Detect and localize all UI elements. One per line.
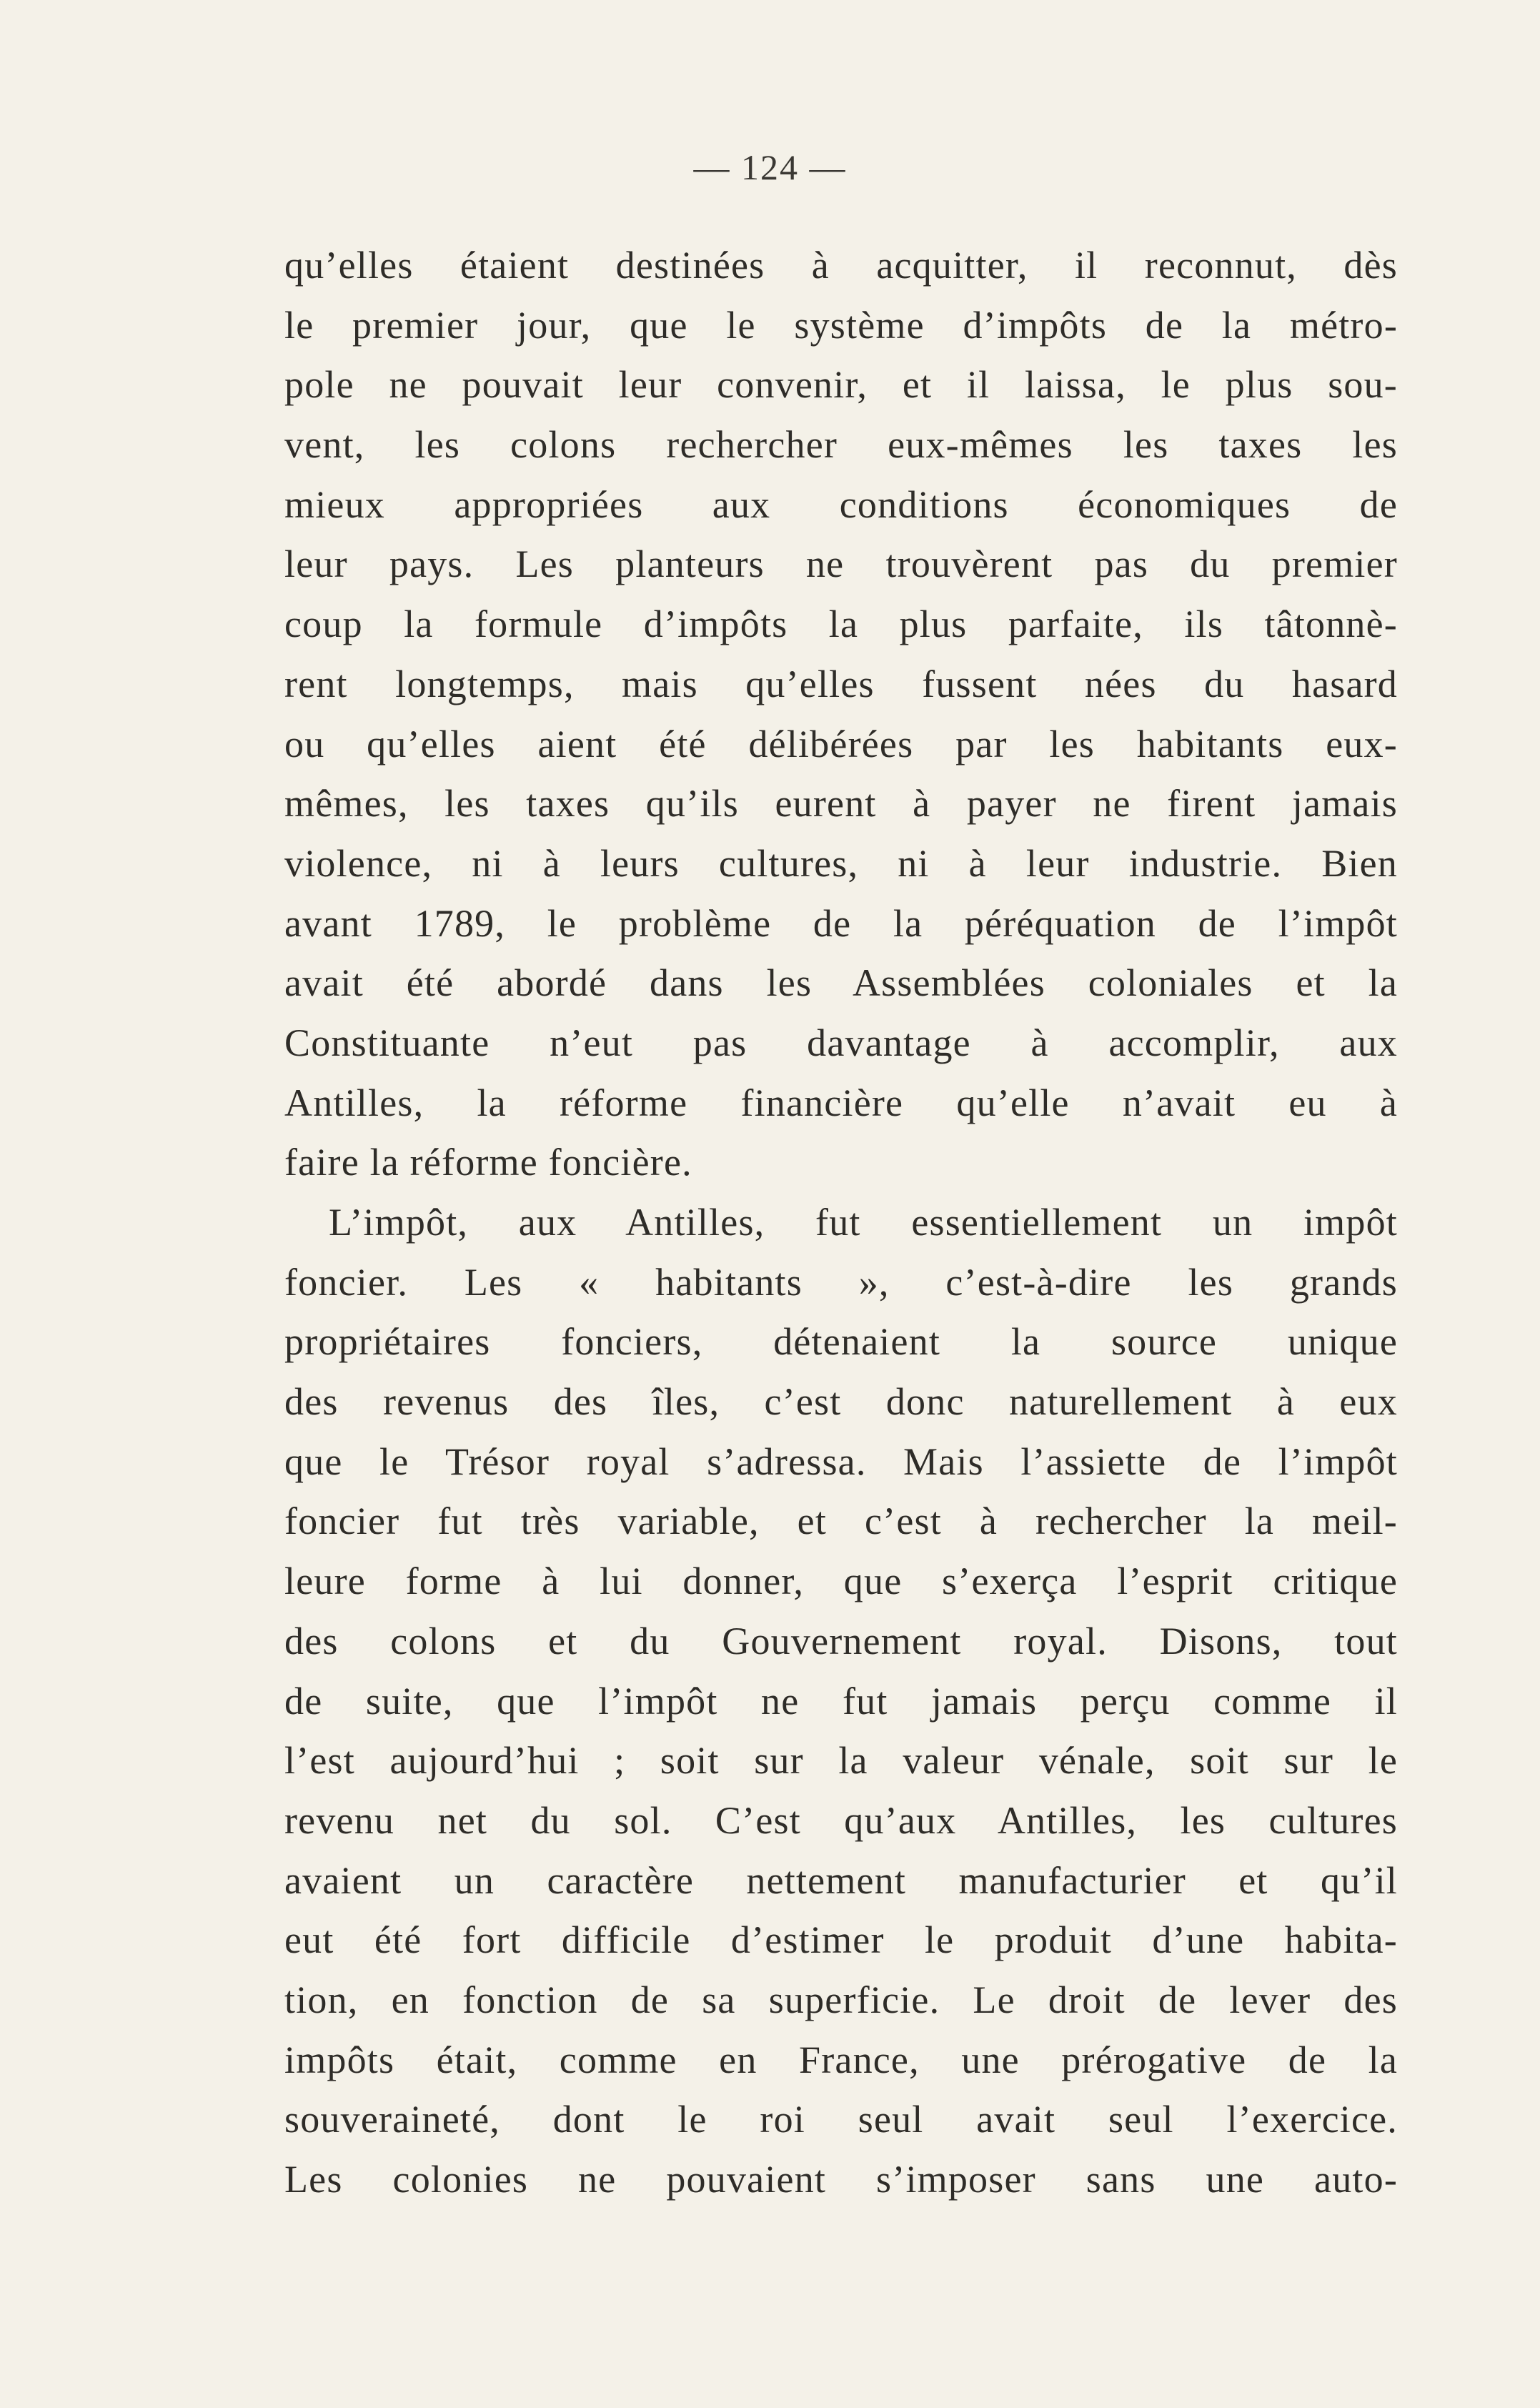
text-line: Constituante n’eut pas davantage à accomplir, aux xyxy=(284,1021,1398,1064)
text-line: vent, les colons rechercher eux-mêmes les taxes les xyxy=(284,423,1398,467)
text-line: qu’elles étaient destinées à acquitter, il reconnut, dès xyxy=(284,244,1398,287)
text-line: avant 1789, le problème de la péréquation de l’impôt xyxy=(284,901,1398,945)
text-line: propriétaires fonciers, détenaient la source unique xyxy=(284,1320,1398,1364)
text-line: souveraineté, dont le roi seul avait seul l’exercice. xyxy=(284,2098,1398,2141)
text-line: avait été abordé dans les Assemblées coloniales et la xyxy=(284,961,1398,1005)
text-line: coup la formule d’impôts la plus parfaite, ils tâtonnè- xyxy=(284,603,1398,646)
text-line: leur pays. Les planteurs ne trouvèrent pas du premier xyxy=(284,542,1398,586)
text-line: rent longtemps, mais qu’elles fussent nées du hasard xyxy=(284,662,1398,705)
text-line: eut été fort difficile d’estimer le produit d’une habita- xyxy=(284,1918,1398,1962)
text-line: avaient un caractère nettement manufacturier et qu’il xyxy=(284,1858,1398,1902)
body-text xyxy=(284,236,1398,2210)
page-number: — 124 — xyxy=(693,147,847,187)
text-line: impôts était, comme en France, une prérogative de la xyxy=(284,2038,1398,2081)
text-line: foncier. Les « habitants », c’est-à-dire les grands xyxy=(284,1260,1398,1304)
text-line: tion, en fonction de sa superficie. Le droit de lever des xyxy=(284,1978,1398,2021)
text-line: l’est aujourd’hui ; soit sur la valeur vénale, soit sur le xyxy=(284,1739,1398,1783)
text-line: de suite, que l’impôt ne fut jamais perçu comme il xyxy=(284,1679,1398,1723)
text-line: Les colonies ne pouvaient s’imposer sans une auto- xyxy=(284,2158,1398,2201)
text-line: Antilles, la réforme financière qu’elle n’avait eu à xyxy=(284,1081,1398,1124)
text-line: des revenus des îles, c’est donc naturellement à eux xyxy=(284,1380,1398,1424)
text-line: leure forme à lui donner, que s’exerça l’esprit critique xyxy=(284,1560,1398,1603)
text-line: foncier fut très variable, et c’est à rechercher la meil- xyxy=(284,1500,1398,1543)
text-line: ou qu’elles aient été délibérées par les habitants eux- xyxy=(284,722,1398,765)
text-line: revenu net du sol. C’est qu’aux Antilles, les cultures xyxy=(284,1798,1398,1842)
text-line: pole ne pouvait leur convenir, et il laissa, le plus sou- xyxy=(284,363,1398,407)
text-line: mêmes, les taxes qu’ils eurent à payer ne firent jamais xyxy=(284,782,1398,826)
text-line: que le Trésor royal s’adressa. Mais l’assiette de l’impôt xyxy=(284,1440,1398,1483)
text-line: le premier jour, que le système d’impôts de la métro- xyxy=(284,303,1398,347)
text-line-paragraph-end: faire la réforme foncière. xyxy=(284,1141,692,1184)
text-line: mieux appropriées aux conditions économiques de xyxy=(284,482,1398,526)
text-line-paragraph-start: L’impôt, aux Antilles, fut essentiellement un impôt xyxy=(329,1201,1398,1244)
text-line: violence, ni à leurs cultures, ni à leur industrie. Bien xyxy=(284,841,1398,885)
text-line: des colons et du Gouvernement royal. Disons, tout xyxy=(284,1619,1398,1663)
